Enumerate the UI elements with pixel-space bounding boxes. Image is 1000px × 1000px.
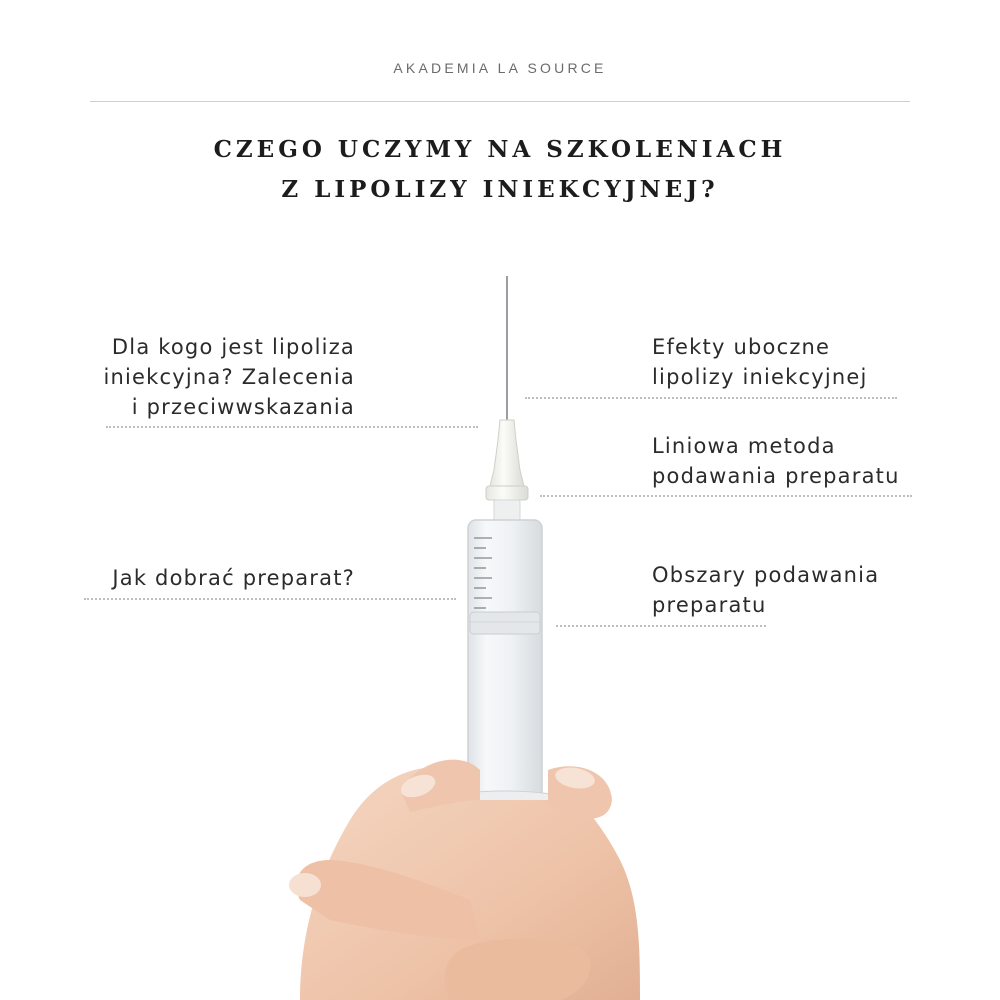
- topic-linear-method-line-2: podawania preparatu: [652, 464, 900, 488]
- brand-name: AKADEMIA LA SOURCE: [393, 60, 607, 76]
- page-title-line-1: CZEGO UCZYMY NA SZKOLENIACH: [213, 136, 787, 163]
- topic-indications-dotted-line: [106, 426, 478, 428]
- syringe-barrel-icon: [468, 520, 542, 800]
- needle-hub-icon: [486, 420, 528, 522]
- page-title-line-2: Z LIPOLIZY INIEKCYJNEJ?: [281, 176, 719, 203]
- topic-linear-method-dotted-line: [540, 495, 912, 497]
- topic-application-areas-dotted-line: [556, 625, 766, 627]
- topic-indications-line-2: iniekcyjna? Zalecenia: [103, 365, 355, 389]
- topic-indications-line-1: Dla kogo jest lipoliza: [111, 335, 355, 359]
- topic-side-effects-line-1: Efekty uboczne: [652, 335, 831, 359]
- topic-application-areas: [652, 560, 879, 620]
- topic-linear-method-line-1: Liniowa metoda: [652, 434, 836, 458]
- topic-indications: [103, 332, 355, 422]
- topic-application-areas-line-2: preparatu: [652, 593, 767, 617]
- topic-side-effects-line-2: lipolizy iniekcyjnej: [652, 365, 868, 389]
- topic-side-effects: [652, 332, 868, 392]
- hand-icon: [289, 760, 640, 1000]
- topic-choose-product-dotted-line: [84, 598, 456, 600]
- topic-linear-method: [652, 431, 900, 491]
- topic-indications-line-3: i przeciwwskazania: [131, 395, 355, 419]
- topic-side-effects-dotted-line: [525, 397, 897, 399]
- topic-choose-product: [112, 563, 355, 593]
- topic-choose-product-line-1: Jak dobrać preparat?: [112, 566, 355, 590]
- topic-application-areas-line-1: Obszary podawania: [652, 563, 880, 587]
